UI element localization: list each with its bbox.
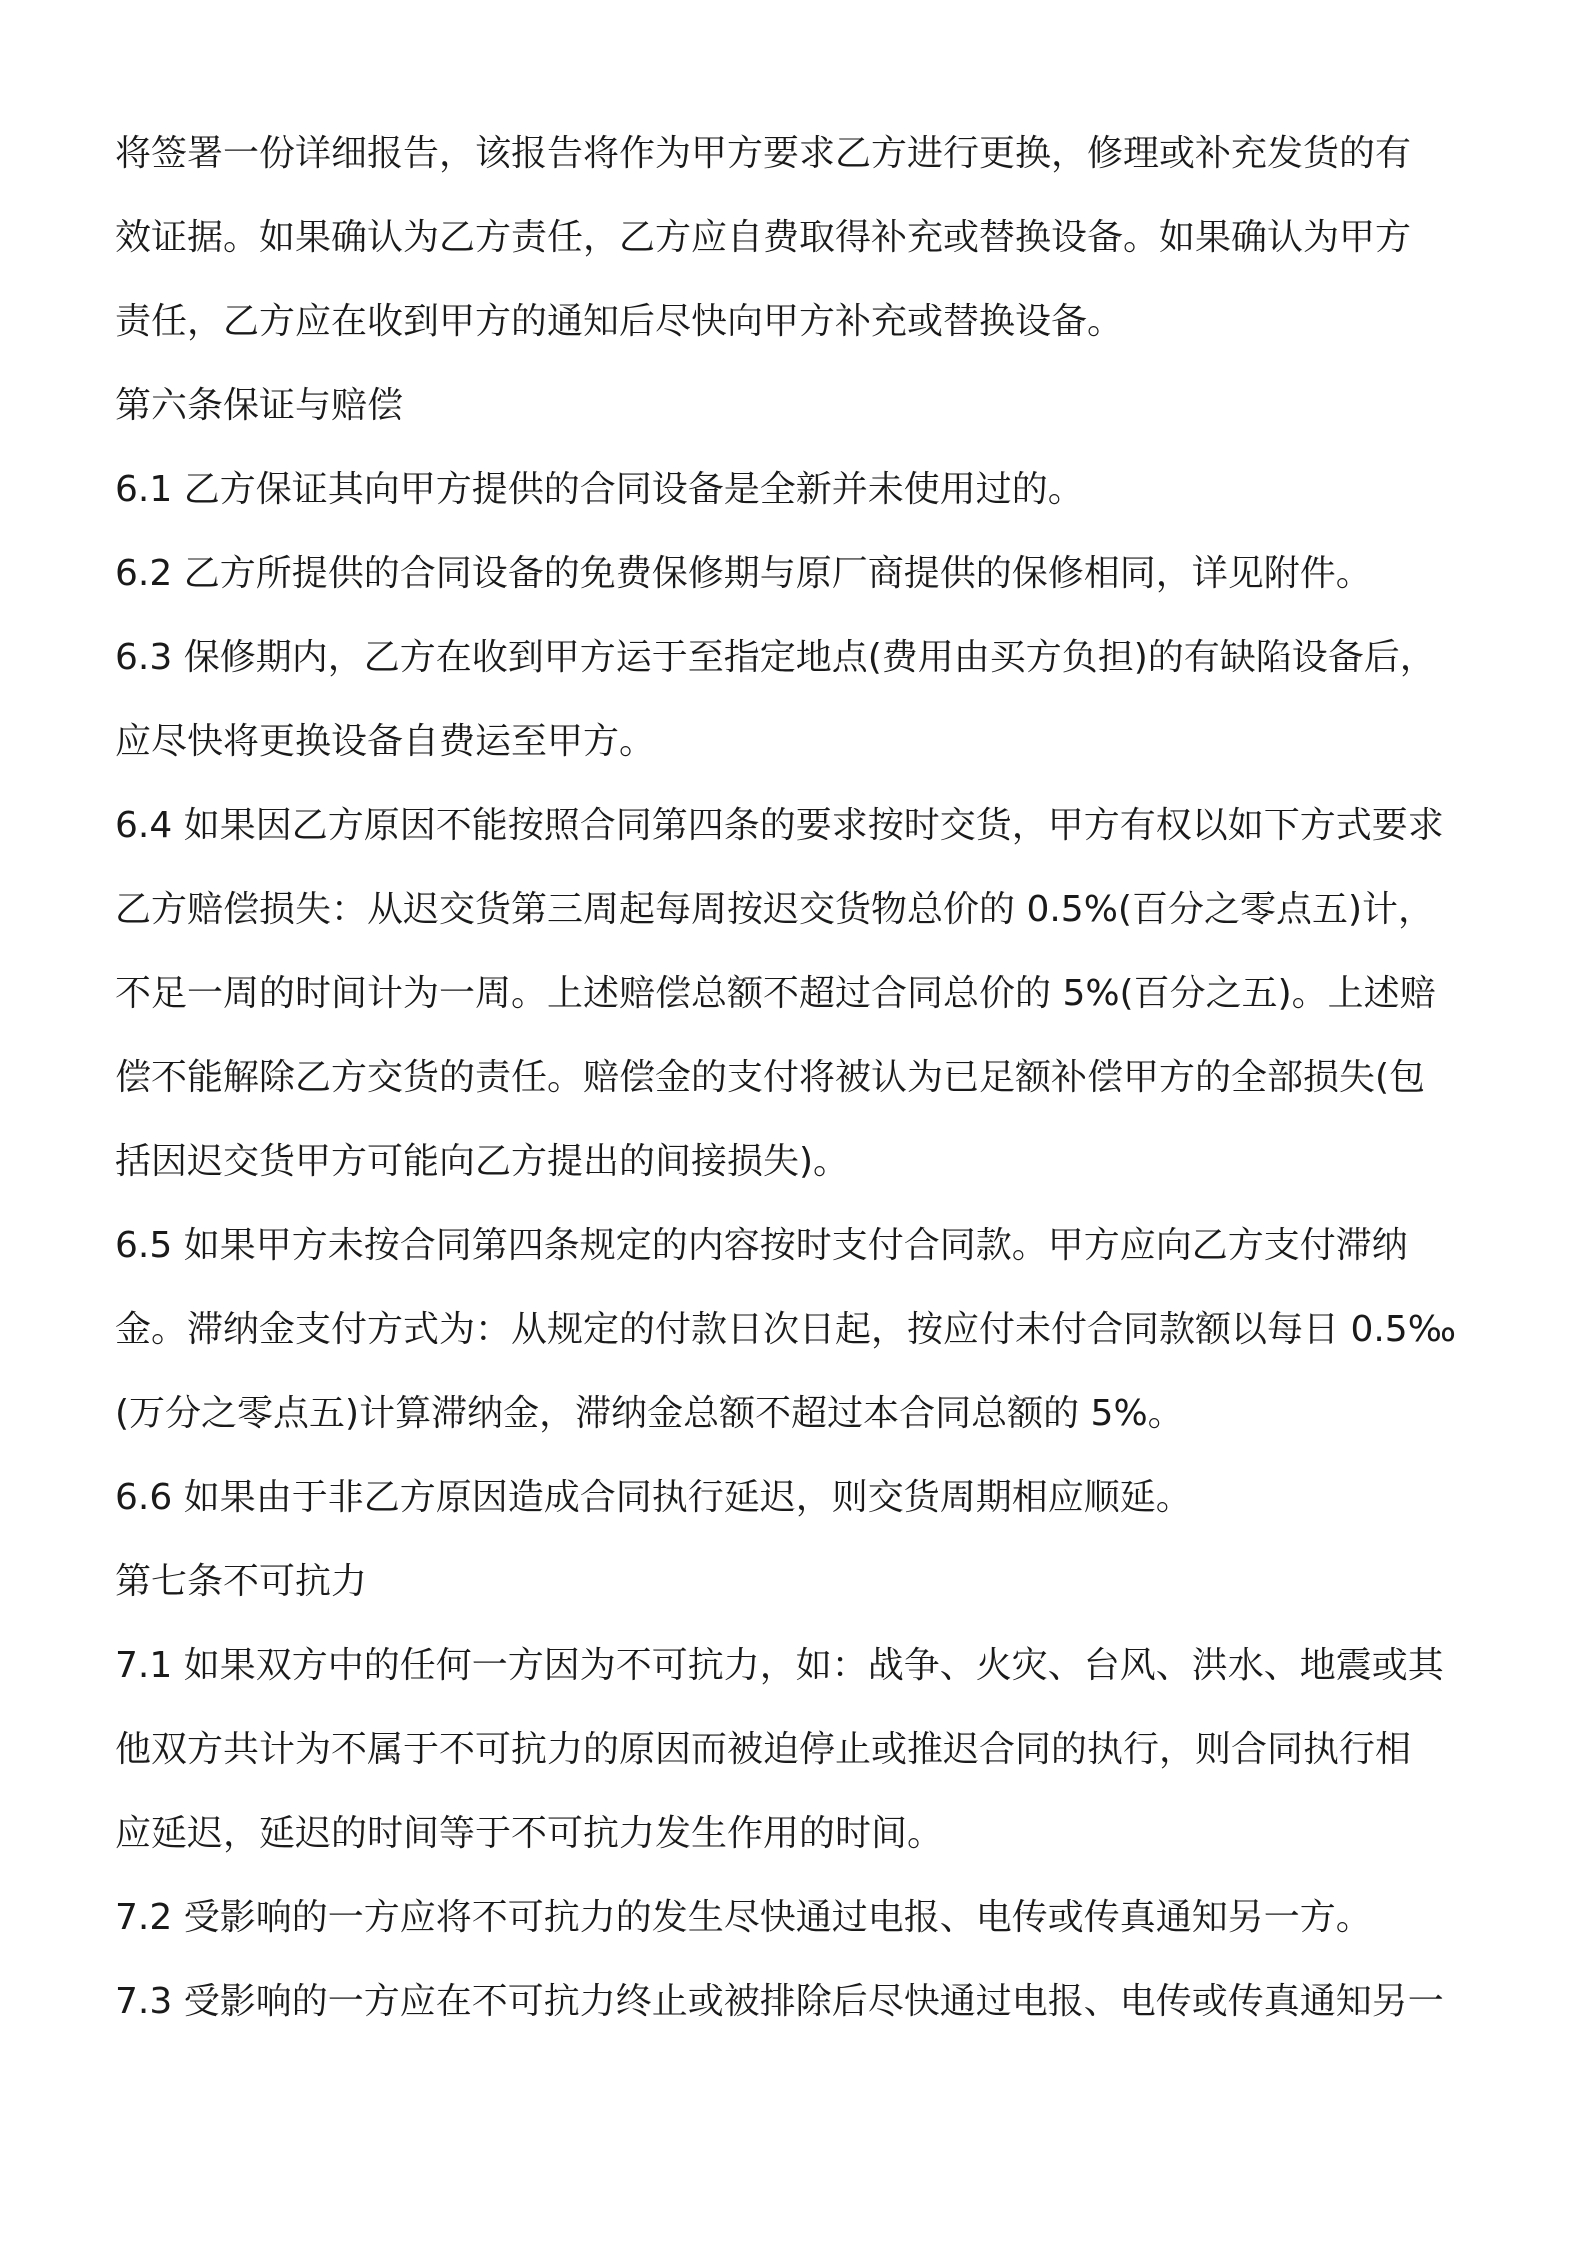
text-line: 6.5 如果甲方未按合同第四条规定的内容按时支付合同款。甲方应向乙方支付滞纳: [115, 1225, 1408, 1266]
text-line: 第七条不可抗力: [115, 1561, 368, 1602]
text-line: 6.3 保修期内，乙方在收到甲方运于至指定地点(费用由买方负担)的有缺陷设备后，: [115, 637, 1436, 678]
contract-paragraph: [115, 1960, 1486, 2044]
text-line: 乙方赔偿损失：从迟交货第三周起每周按迟交货物总价的 0.5%(百分之零点五)计，: [115, 889, 1434, 930]
contract-paragraph: [115, 616, 1486, 784]
contract-paragraph: [115, 532, 1486, 616]
text-line: 将签署一份详细报告，该报告将作为甲方要求乙方进行更换，修理或补充发货的有: [115, 133, 1412, 174]
text-line: 7.3 受影响的一方应在不可抗力终止或被排除后尽快通过电报、电传或传真通知另一: [115, 1981, 1444, 2022]
text-line: 6.6 如果由于非乙方原因造成合同执行延迟，则交货周期相应顺延。: [115, 1477, 1192, 1518]
text-line: 7.2 受影响的一方应将不可抗力的发生尽快通过电报、电传或传真通知另一方。: [115, 1897, 1372, 1938]
text-line: (万分之零点五)计算滞纳金，滞纳金总额不超过本合同总额的 5%。: [115, 1393, 1184, 1434]
text-line: 他双方共计为不属于不可抗力的原因而被迫停止或推迟合同的执行，则合同执行相: [115, 1729, 1412, 1770]
text-line: 6.2 乙方所提供的合同设备的免费保修期与原厂商提供的保修相同，详见附件。: [115, 553, 1372, 594]
text-line: 7.1 如果双方中的任何一方因为不可抗力，如：战争、火灾、台风、洪水、地震或其: [115, 1645, 1444, 1686]
text-line: 应尽快将更换设备自费运至甲方。: [115, 721, 656, 762]
contract-paragraph: [115, 1624, 1486, 1876]
contract-paragraph: [115, 448, 1486, 532]
contract-paragraph: [115, 1456, 1486, 1540]
contract-paragraph: [115, 784, 1486, 1204]
text-line: 责任，乙方应在收到甲方的通知后尽快向甲方补充或替换设备。: [115, 301, 1124, 342]
text-line: 金。滞纳金支付方式为：从规定的付款日次日起，按应付未付合同款额以每日 0.5‰: [115, 1309, 1457, 1350]
contract-paragraph: [115, 364, 1486, 448]
contract-paragraph: [115, 1540, 1486, 1624]
text-line: 偿不能解除乙方交货的责任。赔偿金的支付将被认为已足额补偿甲方的全部损失(包: [115, 1057, 1426, 1098]
contract-paragraph: [115, 1876, 1486, 1960]
text-line: 第六条保证与赔偿: [115, 385, 404, 426]
text-line: 效证据。如果确认为乙方责任，乙方应自费取得补充或替换设备。如果确认为甲方: [115, 217, 1412, 258]
text-line: 括因迟交货甲方可能向乙方提出的间接损失)。: [115, 1141, 850, 1182]
text-line: 不足一周的时间计为一周。上述赔偿总额不超过合同总价的 5%(百分之五)。上述赔: [115, 973, 1436, 1014]
text-line: 6.4 如果因乙方原因不能按照合同第四条的要求按时交货，甲方有权以如下方式要求: [115, 805, 1444, 846]
contract-paragraph: [115, 112, 1486, 364]
text-line: 6.1 乙方保证其向甲方提供的合同设备是全新并未使用过的。: [115, 469, 1084, 510]
text-line: 应延迟，延迟的时间等于不可抗力发生作用的时间。: [115, 1813, 944, 1854]
contract-paragraph: [115, 1204, 1486, 1456]
